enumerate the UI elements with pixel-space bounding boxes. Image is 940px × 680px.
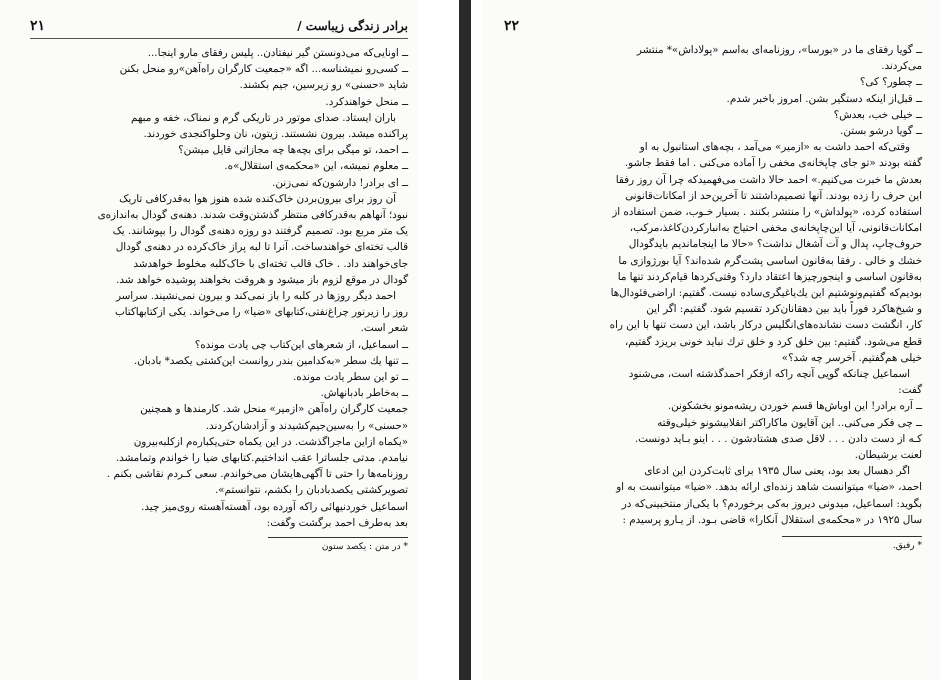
text-line: بگوید: اسماعیل، میدونی دیروز به‌کی برخوردم؟ با یکی‌از منتخبینی‌که در [621, 497, 922, 510]
text-line: سال ۱۹۲۵ در «محکمه‌ی استقلال آنکارا» قاضی بـود. از یـارو پرسیدم : [622, 513, 922, 526]
left-body-text [30, 45, 408, 531]
text-line: ــ منحل خواهندکرد. [325, 95, 408, 108]
text-line: آن روز برای بیرون‌بردن خاک‌کنده شده هنوز هوا به‌قدرکافی تاریک [119, 192, 396, 205]
text-line: پراکنده میشد. بیرون نشستند. زیتون، نان وحلواکنجدی خوردند. [143, 128, 408, 141]
right-page-header [504, 18, 922, 34]
text-line: ــ احمد، تو میگی برای بچه‌ها چه مجازاتی قایل میشن؟ [178, 144, 408, 157]
right-body-text [504, 42, 922, 528]
text-line: ــ چی فکر می‌کنی.. این آقایون ماکاراکتر انقلابیشونو خیلی‌وقته [657, 416, 922, 429]
text-line: خیلی هم‌گفتیم. آخرسر چه شد؟» [781, 351, 922, 364]
text-line: ــ تو این سطر یادت مونده. [293, 371, 408, 384]
text-line: نیامدم. مدتی جلساترا عقب انداختیم.کتابهای ضیا را خواندم وتمامشد. [115, 452, 408, 465]
text-line: اسماعیل چنانکه گویی آنچه راکه ازفکر احمدگذشته است، می‌شنود [628, 368, 910, 381]
text-line: جای‌خواهند داد. . خاک قالب تخته‌ای با خاک‌کلبه مخلوط خواهدشد [133, 257, 408, 270]
left-page-header [30, 18, 408, 34]
text-line: احمد دیگر روزها در کلبه را باز نمی‌کند و بیرون نمی‌نشیند. سراسر [116, 290, 396, 303]
text-line: ــ اسماعیل، از شعرهای این‌کتاب چی یادت مونده؟ [194, 338, 408, 351]
text-line: گفت: [898, 384, 922, 397]
text-line: ــ معلوم نمیشه، این «محکمه‌ی استقلال»ه. [224, 160, 408, 173]
text-line: ــ کسی‌رو نمیشناسه... اگه «جمعیت کارگران راه‌آهن»رو منحل بکنن [119, 63, 408, 76]
text-line: ــ گویا رفقای ما در «بورسا»، روزنامه‌ای به‌اسم «پولاداش»* منتشر [636, 44, 922, 56]
footnote-rule [782, 536, 922, 537]
right-page [482, 0, 940, 680]
text-line: ــ تنها یك سطر «به‌کدامین بندر روانست این‌کشتی یکصد* بادبان. [133, 354, 408, 367]
text-line: لعنت برشیطان. [854, 449, 922, 462]
page-number: ۲۲ [504, 18, 520, 34]
text-line: قالب تخته‌ای خواهندساخت. آنرا تا لبه پراز خاک‌کرده در دهنه‌ی گودال [115, 241, 408, 254]
text-line: گفته بودند «تو جای چاپخانه‌ی مخفی را آماده می‌کنی . اما فقط جاشو. [624, 157, 922, 170]
book-spine [459, 0, 471, 680]
text-line: جمعیت کارگران راه‌آهن «ازمیر» منحل شد. کارمندها و همچنین [140, 403, 408, 416]
text-line: ــ اونایی‌که می‌دونستن گیر نیفتادن.. پلیس رفقای مارو اینجا... [147, 47, 408, 59]
text-line: بودیم‌که گفتیم‌ونوشتیم این یك‌یاغیگری‌ساده نیست. گفتیم: اراضی‌فئودال‌ها [610, 287, 922, 300]
footnote-rule [268, 537, 408, 538]
text-line: قطع می‌شود. گفتیم: بین خلق کرد و خلق ترك نباید خونی بریزد گفتیم، [624, 335, 922, 348]
text-line: احمد، «ضیا» میتوانست شاهد زنده‌ای ارائه بدهد. «ضیا» میتوانست به او [616, 481, 922, 494]
text-line: تصویرکشتی یکصدبادبان را بکشم، نتوانستم». [214, 484, 408, 497]
page-gutter [418, 0, 482, 680]
page-number: ۲۱ [30, 18, 46, 34]
text-line: شعر است. [360, 322, 408, 335]
text-line: کار، انگشت دست نشانده‌های‌انگلیس درکار باشد، این دست تنها با این راه [609, 319, 922, 332]
text-line: و شیخ‌هاکرد فوراً باید بین دهقانان‌کرد تقسیم شود. گفتیم: اگر این [646, 303, 922, 316]
text-line: ــ قبل‌از اینکه دستگیر بشن. امروز باخبر شدم. [726, 92, 922, 105]
text-line: بعدش ما خبرت می‌کنیم.» احمد حالا داشت می‌فهمیدکه چرا آن روز رفقا [615, 173, 922, 186]
text-line: گودال در موقع لزوم باز میشود و هروقت بخواهند پوشیده خواهد شد. [116, 273, 408, 286]
left-page [0, 0, 418, 680]
text-line: شاید «حسنی» رو زیرسین، جیم بکشند. [239, 79, 408, 92]
text-line: روزنامه‌ها را حتی تا آگهی‌هایشان می‌خواندم. سعی کـردم نقاشی بکنم . [106, 468, 408, 481]
text-line: ــ چطور؟ کی؟ [859, 76, 922, 89]
footnote: * رفیق. [892, 541, 922, 552]
text-line: ــ ای برادر! دارشون‌که نمی‌زنن. [272, 176, 408, 189]
text-line: ــ گویا درشو بستن. [840, 125, 922, 138]
text-line: کـه از دست دادن . . . لاقل صدی هشتادشون . . . اینو بـاید دونست. [634, 432, 922, 445]
text-line: بعد به‌طرف احمد برگشت وگفت: [266, 516, 408, 529]
text-line: باران ایستاد. صدای موتور در تاریکی گرم و نمناک، خفه و مبهم [131, 111, 396, 124]
text-line: حروف‌چاپ، پدال و آت آشغال نداشت؟ «حالا ما اینجاماندیم بایدگودال [628, 238, 922, 251]
text-line: نبود؛ آنهاهم به‌قدرکافی منتظر گذشتن‌وقت شدند. دهنه‌ی گودال به‌اندازه‌ی [97, 209, 408, 222]
text-line: می‌کردند. [881, 60, 922, 73]
header-rule [30, 38, 408, 39]
text-line: ــ خیلی خب، بعدش؟ [833, 108, 922, 121]
text-line: این حرف را زده بودند. آنها تصمیم‌داشتند تا آخرین‌حد از امکانات‌قانونی [625, 189, 922, 202]
text-line: ــ آره برادر! این اوباش‌ها قسم خوردن ریشه‌مونو بخشکونن. [667, 400, 922, 413]
text-line: امکانات‌قانونی، آیا این‌چاپخانه‌ی مخفی احتیاج به‌انبارکردن‌کاغذ،مرکب، [629, 222, 922, 235]
text-line: «یکماه ازاین ماجراگذشت. در این یکماه حتی‌یکباره‌م ازکلبه‌بیرون [133, 435, 408, 448]
text-line: اگر دهسال بعد بود، یعنی سال ۱۹۳۵ برای ثابت‌کردن این ادعای [644, 465, 910, 478]
text-line: یک متر مربع بود. تصمیم گرفتند دو روزه دهنه‌ی گودال را بپوشانند. یک [112, 225, 408, 238]
text-line: «حسنی» را به‌سین‌جیم‌کشیدند و آزادشان‌کردند. [205, 419, 408, 432]
text-line: به‌قانون اساسی و اینجورچیزها اعتقاد دارد؟ وقتی‌کردها قیام‌کردند تنها ما [617, 270, 922, 283]
text-line: اسماعیل خوردنیهائی راکه آورده بود، آهسته‌آهسته روی‌میز چید. [141, 500, 408, 513]
text-line: وقتی‌که احمد داشت به «ازمیر» می‌آمد ، بچه‌های استانبول به او [639, 141, 910, 154]
text-line: ــ به‌خاطر بادبانهاش. [320, 387, 408, 400]
text-line: خشك و خالی . رفقا به‌قانون اساسی پشت‌گرم شده‌اند؟ آیا بورژوازی ما [618, 254, 922, 267]
running-title: برادر زندگی زیباست / [297, 19, 408, 33]
footnote: * در متن : یکصد ستون [321, 542, 408, 553]
text-line: استفاده کرده، «پولداش» را منتشر بکنند . بسیار خـوب، ضمن استفاده از [612, 206, 922, 219]
text-line: روز را زیرنور چراغ‌نفتی،کتابهای «ضیا» را می‌خواند. یکی ازکتابهاکتاب [114, 306, 408, 319]
